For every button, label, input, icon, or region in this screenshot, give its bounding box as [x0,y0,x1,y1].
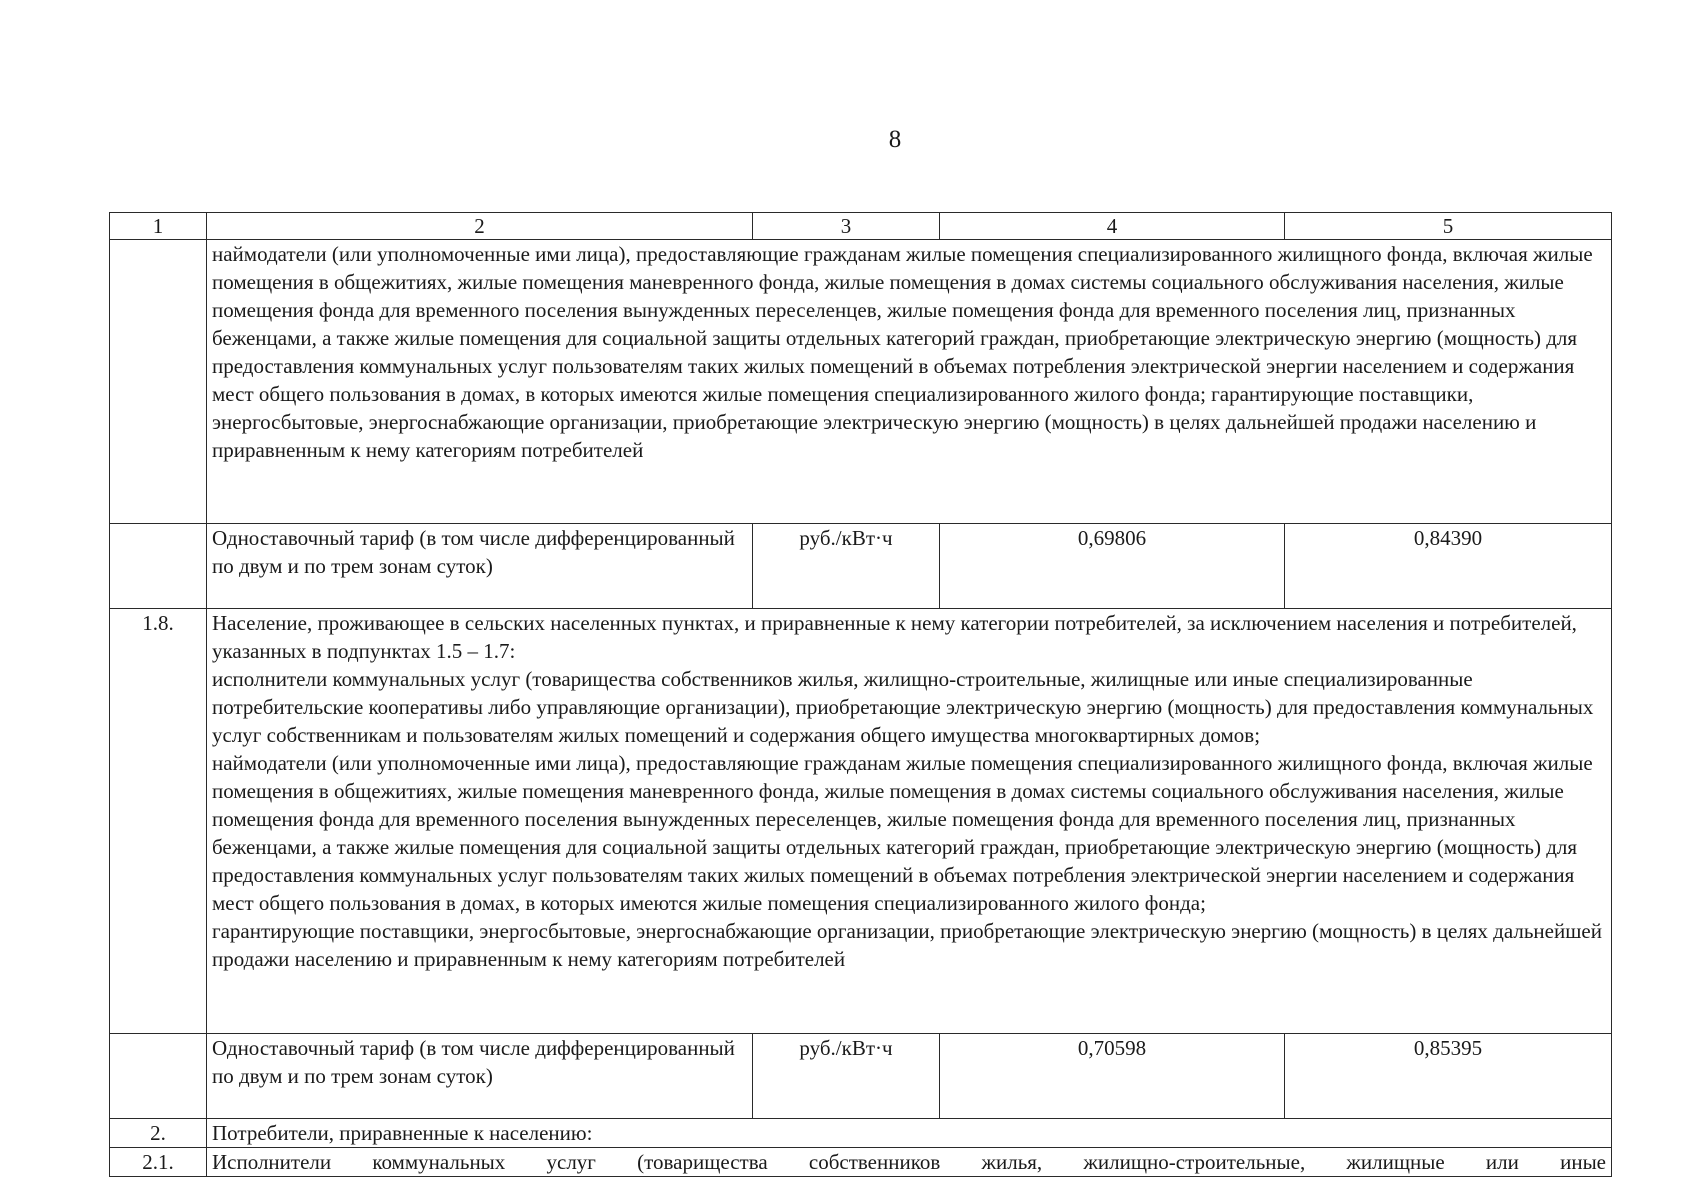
row-number-cell [110,524,207,609]
table-row [110,1034,1612,1119]
description-paragraph: гарантирующие поставщики, энергосбытовые, энергоснабжающие организации, приобретающие электрическую энергию (мощность) в целях дальнейшей продажи населению и приравненным к нему категориям потребителей [212,919,1602,971]
tariff-value-col5: 0,85395 [1285,1034,1612,1119]
row-number-cell [110,240,207,524]
tariff-value-col4: 0,70598 [940,1034,1285,1119]
category-description: наймодатели (или уполномоченные ими лица), предоставляющие гражданам жилые помещения специализированного жилищного фонда, включая жилые помещения в общежитиях, жилые помещения маневренного фонда, жилые помещения в домах системы социального обслуживания населения, жилые помещения фонда для временного поселения вынужденных переселенцев, жилые помещения фонда для временного поселения лиц, признанных беженцами, а также жилые помещения для социальной защиты отдельных категорий граждан, приобретающие электрическую энергию (мощность) для предоставления коммунальных услуг пользователям таких жилых помещений в объемах потребления электрической энергии населением и содержания мест общего пользования в домах, в которых имеются жилые помещения специализированного жилого фонда; гарантирующие поставщики, энергосбытовые, энергоснабжающие организации, приобретающие электрическую энергию (мощность) в целях дальнейшей продажи населению и приравненным к нему категориям потребителей [207,240,1612,524]
table-row [110,1148,1612,1177]
column-header-2: 2 [207,213,753,240]
row-number-cell: 2.1. [110,1148,207,1177]
tariff-description: Одноставочный тариф (в том числе дифференцированный по двум и по трем зонам суток) [207,1034,753,1119]
table-row [110,609,1612,1034]
column-header-4: 4 [940,213,1285,240]
tariff-value-col4: 0,69806 [940,524,1285,609]
table-row [110,1119,1612,1148]
column-header-3: 3 [753,213,940,240]
table-row [110,240,1612,524]
page-number: 8 [888,126,902,153]
description-paragraph: исполнители коммунальных услуг (товарищества собственников жилья, жилищно-строительные, жилищные или иные специализированные потребительские кооперативы либо управляющие организации), приобретающие электрическую энергию (мощность) для предоставления коммунальных услуг собственникам и пользователям жилых помещений и содержания общего имущества многоквартирных домов; [212,667,1594,747]
category-description [207,609,1612,1034]
description-paragraph: Население, проживающее в сельских населенных пунктах, и приравненные к нему категории потребителей, за исключением населения и потребителей, указанных в подпунктах 1.5 – 1.7: [212,611,1577,663]
tariff-description: Одноставочный тариф (в том числе дифференцированный по двум и по трем зонам суток) [207,524,753,609]
row-number-cell [110,1034,207,1119]
unit-cell: руб./кВт·ч [753,524,940,609]
table-row [110,524,1612,609]
column-header-1: 1 [110,213,207,240]
tariff-table [109,212,1612,1177]
tariff-value-col5: 0,84390 [1285,524,1612,609]
table-header-row [110,213,1612,240]
unit-cell: руб./кВт·ч [753,1034,940,1119]
row-number-cell: 1.8. [110,609,207,1034]
category-description: Исполнители коммунальных услуг (товарищества собственников жилья, жилищно-строительные, жилищные или иные [207,1148,1612,1177]
category-description: Потребители, приравненные к населению: [207,1119,1612,1148]
row-number-cell: 2. [110,1119,207,1148]
description-paragraph: наймодатели (или уполномоченные ими лица), предоставляющие гражданам жилые помещения специализированного жилищного фонда, включая жилые помещения в общежитиях, жилые помещения маневренного фонда, жилые помещения в домах системы социального обслуживания населения, жилые помещения фонда для временного поселения вынужденных переселенцев, жилые помещения фонда для временного поселения лиц, признанных беженцами, а также жилые помещения для социальной защиты отдельных категорий граждан, приобретающие электрическую энергию (мощность) для предоставления коммунальных услуг пользователям таких жилых помещений в объемах потребления электрической энергии населением и содержания мест общего пользования в домах, в которых имеются жилые помещения специализированного жилого фонда; [212,751,1593,915]
column-header-5: 5 [1285,213,1612,240]
